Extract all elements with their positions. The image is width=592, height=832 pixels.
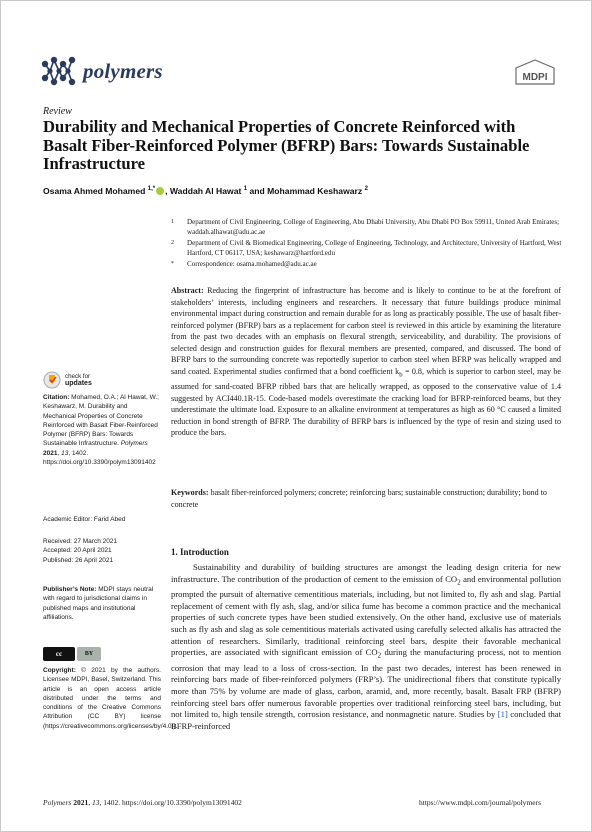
cc-by-license-badge[interactable] [43, 647, 101, 661]
footer-doi[interactable]: , 1402. https://doi.org/10.3390/polym13091402 [99, 798, 242, 807]
author-affiliation-mark: 2 [364, 186, 368, 193]
journal-logo[interactable] [41, 53, 163, 89]
check-for-updates-icon [43, 371, 61, 389]
affiliation-number: 2 [171, 240, 174, 247]
affiliations [171, 218, 566, 270]
section-heading: 1. Introduction [171, 547, 229, 557]
article-type: Review [43, 106, 72, 117]
introduction-body [171, 562, 561, 733]
footer-journal-url[interactable]: https://www.mdpi.com/journal/polymers [419, 798, 542, 807]
citation-doi[interactable]: , 1402. https://doi.org/10.3390/polym13091402 [43, 449, 156, 467]
check-for-updates-badge[interactable]: check for updates [43, 371, 92, 389]
footer-citation: Polymers 2021, 13, 1402. https://doi.org/10.3390/polym13091402 [43, 798, 242, 807]
publisher-note: Publisher’s Note: MDPI stays neutral with regard to jurisdictional claims in published maps and institutional affiliations. [43, 586, 154, 621]
citation-block: Citation: Mohamed, O.A.; Al Hawat, W.; Keshawarz, M. Durability and Mechanical Properties of Concrete Reinforced with Basalt Fiber-Reinforced Polymer (BFRP) Bars: Towards Sustainable Infrastructure. Polymers 2021, 13, 1402. https://doi.org/10.3390/polym13091402 [43, 394, 159, 467]
correspondence-text[interactable]: Correspondence: osama.mohamed@adu.ac.ae [187, 260, 317, 269]
citation-label: Citation: [43, 394, 70, 401]
paragraph: Sustainability and durability of building structures are amongst the leading design criteria for new infrastructure. The contribution of the production of cement to the emission of $CO_2$ and environmental pollution prompted the pursuit of alternative cementitious materials, including, but not limited to, fly ash and slag. Partial replacement of cement with fly ash, slag, and/or silica fume has become a common practice and the mechanical properties of such concrete types have been studied extensively. On the other hand, exclusive use of materials such as fly ash and slag as sole cementitious materials activated using carefully selected alkalis has attracted the attention of researchers. Similarly, traditional reinforcing steel bars, despite their favorable mechanical properties, are associated with significant emission of $CO_2$ during the manufacturing process, not to mention corrosion that may lead to a loss of cross-section. In the past two decades, interest has been renewed in reinforcing bars made of fiber-reinforced polymers (FRP’s). The unidirectional fibers that constitute typically more than 75% by volume are made of glass, carbon, aramid, and, more recently, basalt. Basalt FRP (BFRP) reinforcing steel bars offer numerous favorable properties over traditional reinforcing steel bars, including, but not limited to, high tensile strength, corrosion resistance, and nonmagnetic nature. Studies by [1] concluded that BFRP-reinforced [171, 562, 561, 731]
affiliation-text: Department of Civil & Biomedical Engineering, College of Engineering, Technology, and Architecture, University of Hartford, West Hartford, CT 06117, USA; keshawarz@hartford.edu [187, 239, 562, 257]
affiliation-item [171, 239, 566, 258]
author-name: Mohammad Keshawarz [267, 186, 363, 196]
journal-name: polymers [83, 58, 163, 83]
abstract-text: Reducing the fingerprint of infrastructure has become and is likely to continue to be at the forefront of stakeholders’ interests, including engineers and researchers. It necessary that future buildings produce minimal environmental impact during construction and remain durable for as long as practicably possible. The use of basalt fiber-reinforced polymer (BFRP) bars as a replacement for carbon steel is reviewed in this article by examining the literature from the past two decades with an emphasis on flexural strength, serviceability, and durability. The provisions of selected design and construction guides for flexural members are presented, compared, and discussed. The bond of BFRP bars to the surrounding concrete was reportedly superior to carbon steel when BFRP was helically wrapped and sand coated. Experimental studies confirmed that a bond coefficient k [171, 286, 561, 376]
creative-commons-icon: cc [43, 647, 75, 661]
polymers-logo-icon [41, 56, 77, 86]
author-affiliation-mark: 1,* [147, 186, 156, 193]
affiliation-item [171, 218, 566, 237]
mdpi-logo-icon [515, 59, 555, 85]
keywords-text: basalt fiber-reinforced polymers; concrete; reinforcing bars; sustainable construction; durability; bond to concrete [171, 488, 547, 509]
affiliation-number: 1 [171, 219, 174, 225]
author-name: Waddah Al Hawat [169, 186, 242, 196]
copyright-block: Copyright: © 2021 by the authors. Licensee MDPI, Basel, Switzerland. This article is an open access article distributed under the terms and conditions of the Creative Commons Attribution (CC BY) license (https://creativecommons.org/licenses/by/4.0/). [43, 667, 178, 730]
attribution-icon: BY [77, 647, 101, 661]
received-date: Received: 27 March 2021 [43, 538, 118, 545]
publication-dates [43, 537, 161, 565]
author-list: Osama Ahmed Mohamed $^{1,*}$ , Waddah Al Hawat $^1$ and Mohammad Keshawarz $^2$ [43, 186, 368, 196]
affiliation-item [171, 260, 566, 270]
academic-editor: Academic Editor: Farid Abed [43, 516, 126, 523]
publisher-name: MDPI [522, 72, 548, 83]
author-name: Osama Ahmed Mohamed [43, 186, 146, 196]
abstract-label: Abstract: [171, 286, 204, 295]
mdpi-logo[interactable] [515, 59, 555, 90]
article-title: Durability and Mechanical Properties of Concrete Reinforced with Basalt Fiber-Reinforced Polymer (BFRP) Bars: Towards Sustainable Infrastructure [43, 117, 530, 173]
reference-link[interactable]: [1] [497, 709, 508, 720]
orcid-icon[interactable] [156, 187, 164, 195]
published-date: Published: 26 April 2021 [43, 556, 114, 564]
affiliation-text: Department of Civil Engineering, College of Engineering, Abu Dhabi University, Abu Dhabi PO Box 59911, United Arab Emirates; waddah.alhawat@adu.ac.ae [187, 218, 560, 236]
keywords-label: Keywords: [171, 488, 209, 497]
author-affiliation-mark: 1 [243, 186, 248, 193]
accepted-date: Accepted: 20 April 2021 [43, 547, 112, 555]
abstract: Abstract: Reducing the fingerprint of infrastructure has become and is likely to continue to be at the forefront of stakeholders’ interests, including engineers and researchers. It necessary that future buildings produce minimal environmental impact during construction and remain durable for as long as practicably possible. The use of basalt fiber-reinforced polymer (BFRP) bars as a replacement for carbon steel is reviewed in this article by examining the literature from the past two decades with an emphasis on flexural strength, serviceability, and durability. The provisions of selected design and construction guides for flexural members are presented, compared, and discussed. The bond of BFRP bars to the surrounding concrete was reportedly superior to carbon steel when BFRP was helically wrapped and sand coated. Experimental studies confirmed that a bond coefficient $k_b = 0.8$, which is superior to carbon steel, may be assumed for sand-coated BFRP ribbed bars that are helically wrapped, as opposed to the conservative value of 1.4 suggested by ACI440.1R-15. Code-based models overestimate the cracking load for BFRP-reinforced beams, but they underestimate the ultimate load. Exposure to an alkaline environment at temperatures as high as 60 °C caused a limited reduction in bond strength of BFRP. The durability of BFRP bars is influenced by the type of resin and sizing used to produce the bars. [171, 286, 561, 438]
keywords [171, 487, 561, 510]
affiliation-number: * [171, 261, 174, 268]
